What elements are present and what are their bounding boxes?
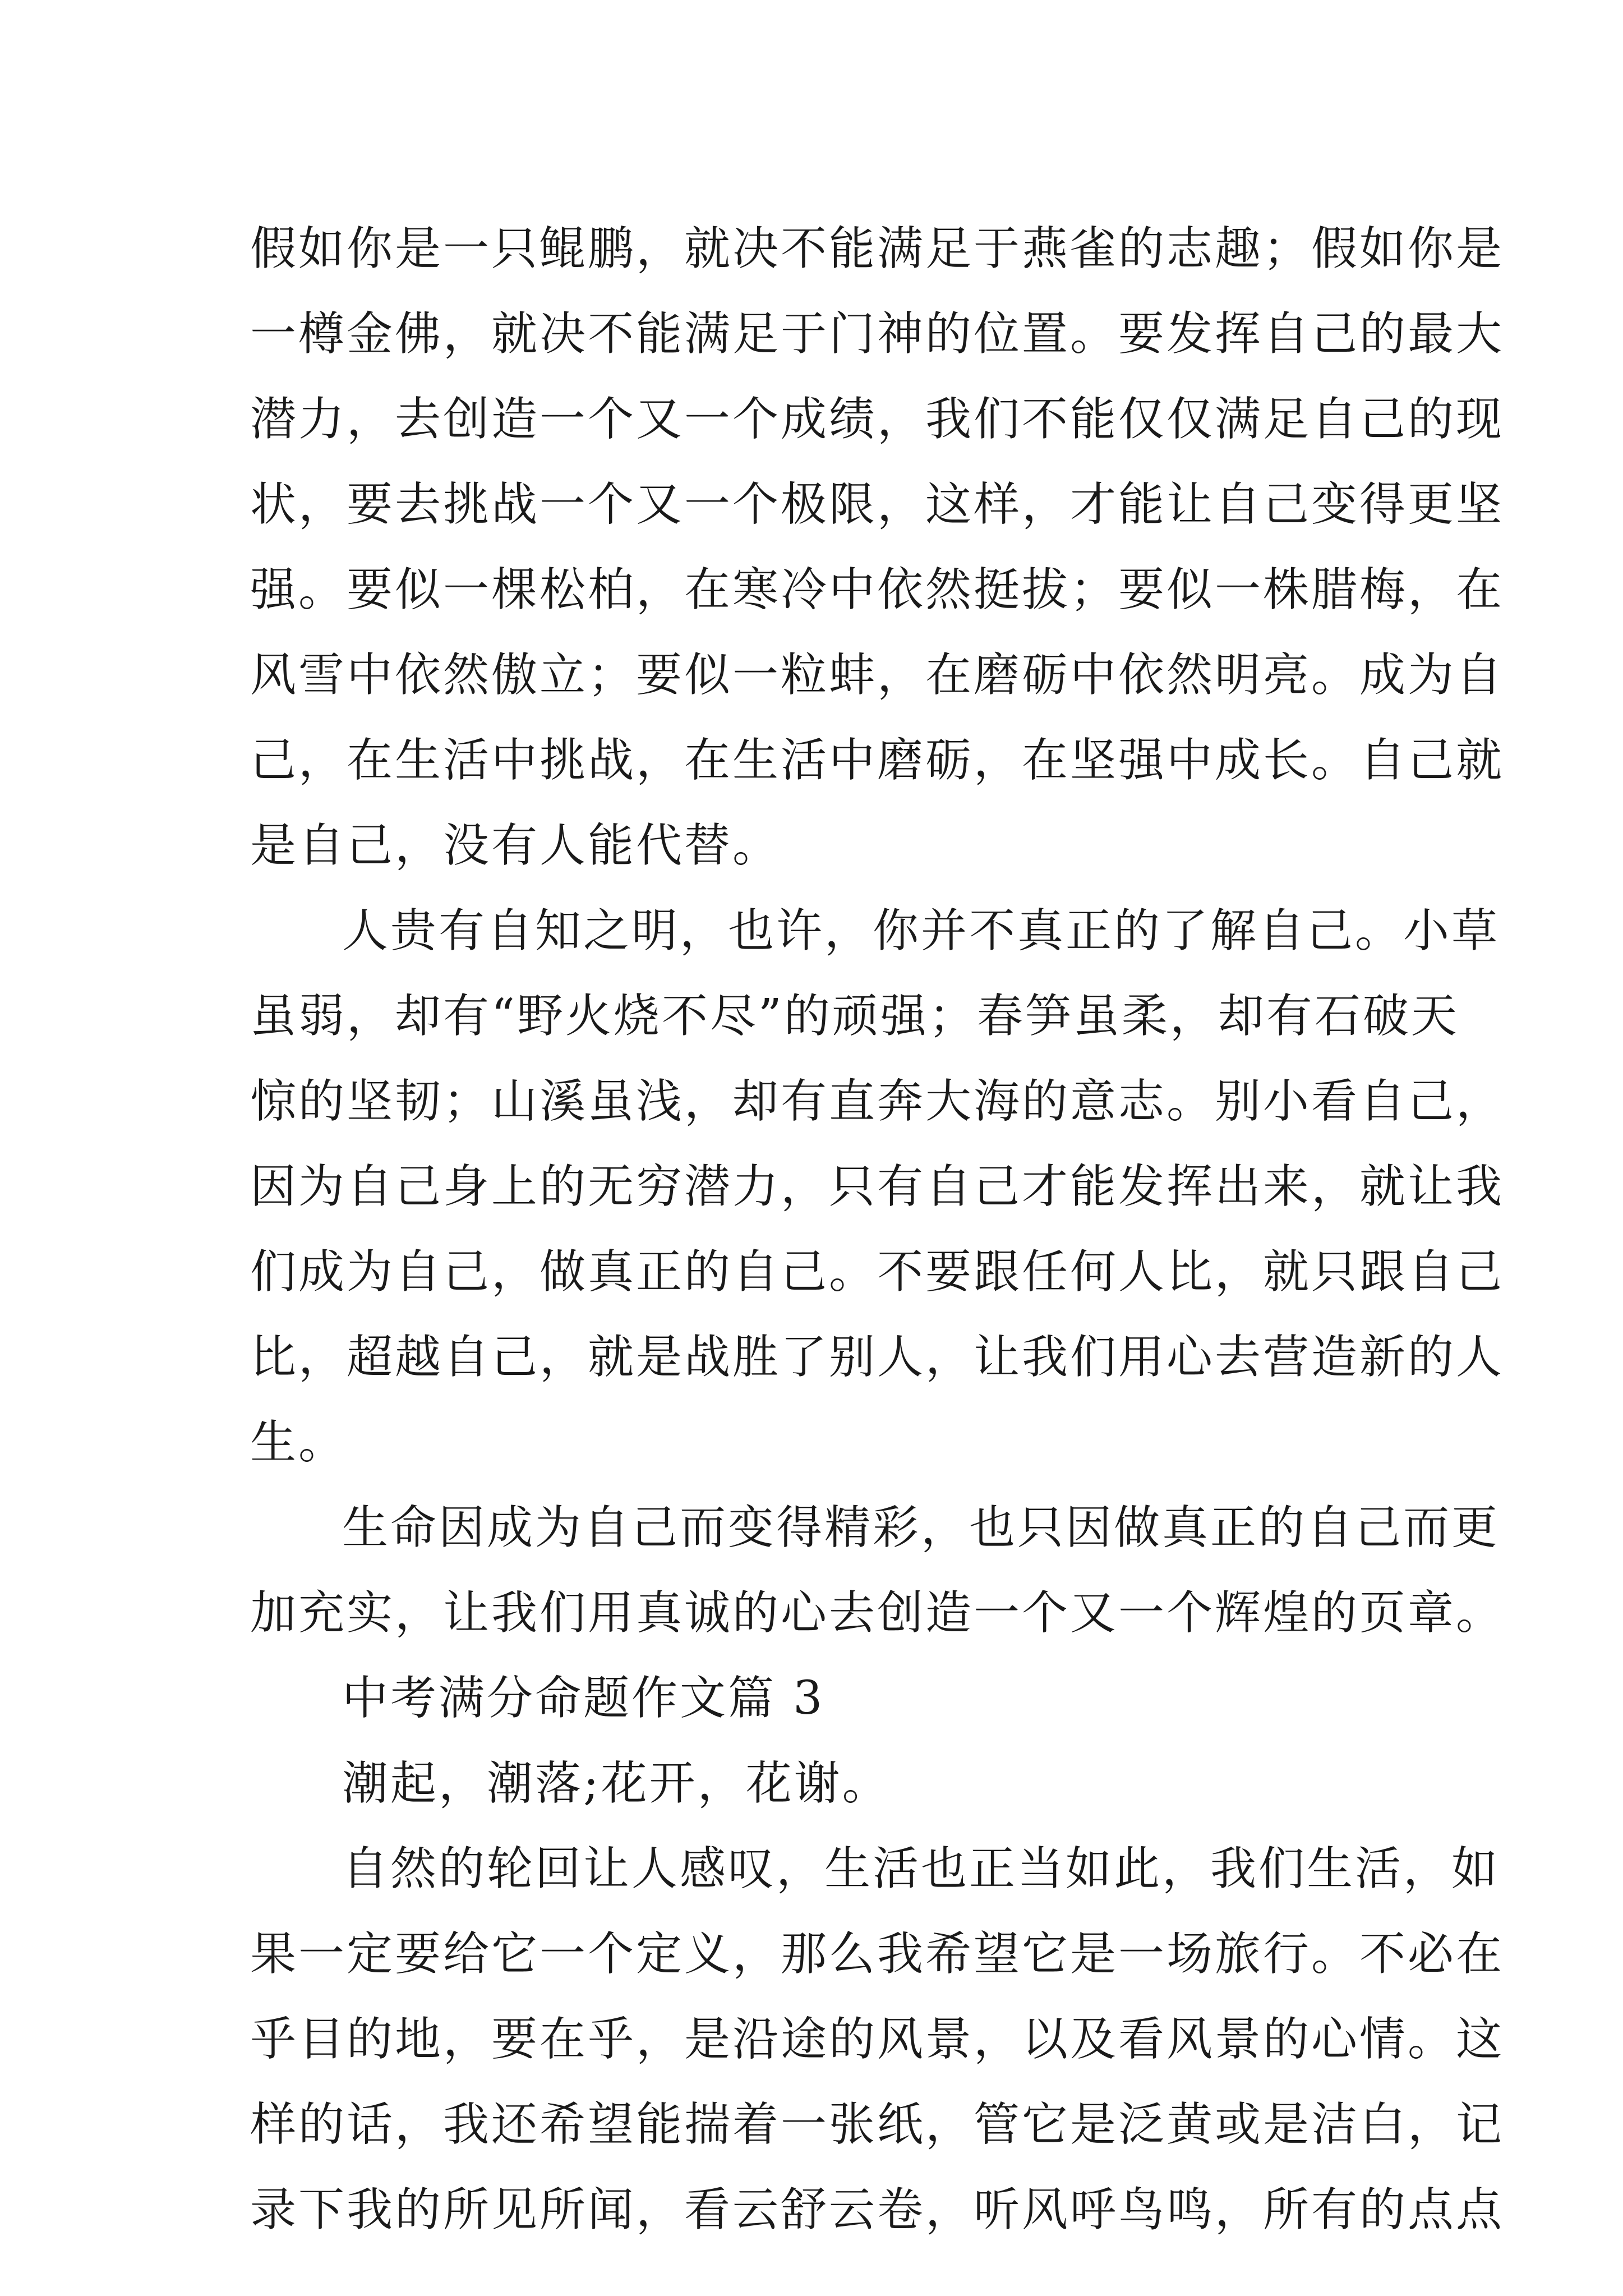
text-line: 加充实，让我们用真诚的心去创造一个又一个辉煌的页章。 [250,1586,1505,1640]
text-line: 惊的坚韧；山溪虽浅，却有直奔大海的意志。别小看自己， [250,1075,1505,1128]
text-line: 乎目的地，要在乎，是沿途的风景，以及看风景的心情。这 [250,2013,1505,2066]
section-heading: 中考满分命题作文篇 3 [342,1672,825,1725]
text-line: 生。 [250,1416,347,1469]
text-line: 录下我的所见所闻，看云舒云卷，听风呼鸟鸣，所有的点点 [250,2183,1505,2237]
text-line: 虽弱，却有“野火烧不尽”的顽强；春笋虽柔，却有石破天 [250,990,1459,1043]
text-line: 们成为自己，做真正的自己。不要跟任何人比，就只跟自己 [250,1245,1505,1299]
text-line: 状，要去挑战一个又一个极限，这样，才能让自己变得更坚 [250,478,1505,531]
paragraph-start-line: 人贵有自知之明，也许，你并不真正的了解自己。小草 [342,904,1500,958]
text-line: 强。要似一棵松柏，在寒冷中依然挺拔；要似一株腊梅，在 [250,563,1505,616]
text-line: 样的话，我还希望能揣着一张纸，管它是泛黄或是洁白，记 [250,2098,1505,2151]
paragraph-start-line: 潮起，潮落;花开，花谢。 [342,1757,891,1810]
text-line: 果一定要给它一个定义，那么我希望它是一场旅行。不必在 [250,1927,1505,1981]
text-line: 假如你是一只鲲鹏，就决不能满足于燕雀的志趣；假如你是 [250,222,1505,275]
text-line: 风雪中依然傲立；要似一粒蚌，在磨砺中依然明亮。成为自 [250,648,1505,702]
text-line: 比，超越自己，就是战胜了别人，让我们用心去营造新的人 [250,1331,1505,1384]
text-line: 一樽金佛，就决不能满足于门神的位置。要发挥自己的最大 [250,307,1505,361]
paragraph-start-line: 生命因成为自己而变得精彩，也只因做真正的自己而更 [342,1501,1500,1554]
article-body [250,206,1505,2253]
text-line: 是自己，没有人能代替。 [250,819,781,872]
text-line: 潜力，去创造一个又一个成绩，我们不能仅仅满足自己的现 [250,393,1505,446]
text-line: 己，在生活中挑战，在生活中磨砺，在坚强中成长。自己就 [250,734,1505,787]
text-line: 因为自己身上的无穷潜力，只有自己才能发挥出来，就让我 [250,1160,1505,1213]
paragraph-start-line: 自然的轮回让人感叹，生活也正当如此，我们生活，如 [342,1842,1500,1895]
